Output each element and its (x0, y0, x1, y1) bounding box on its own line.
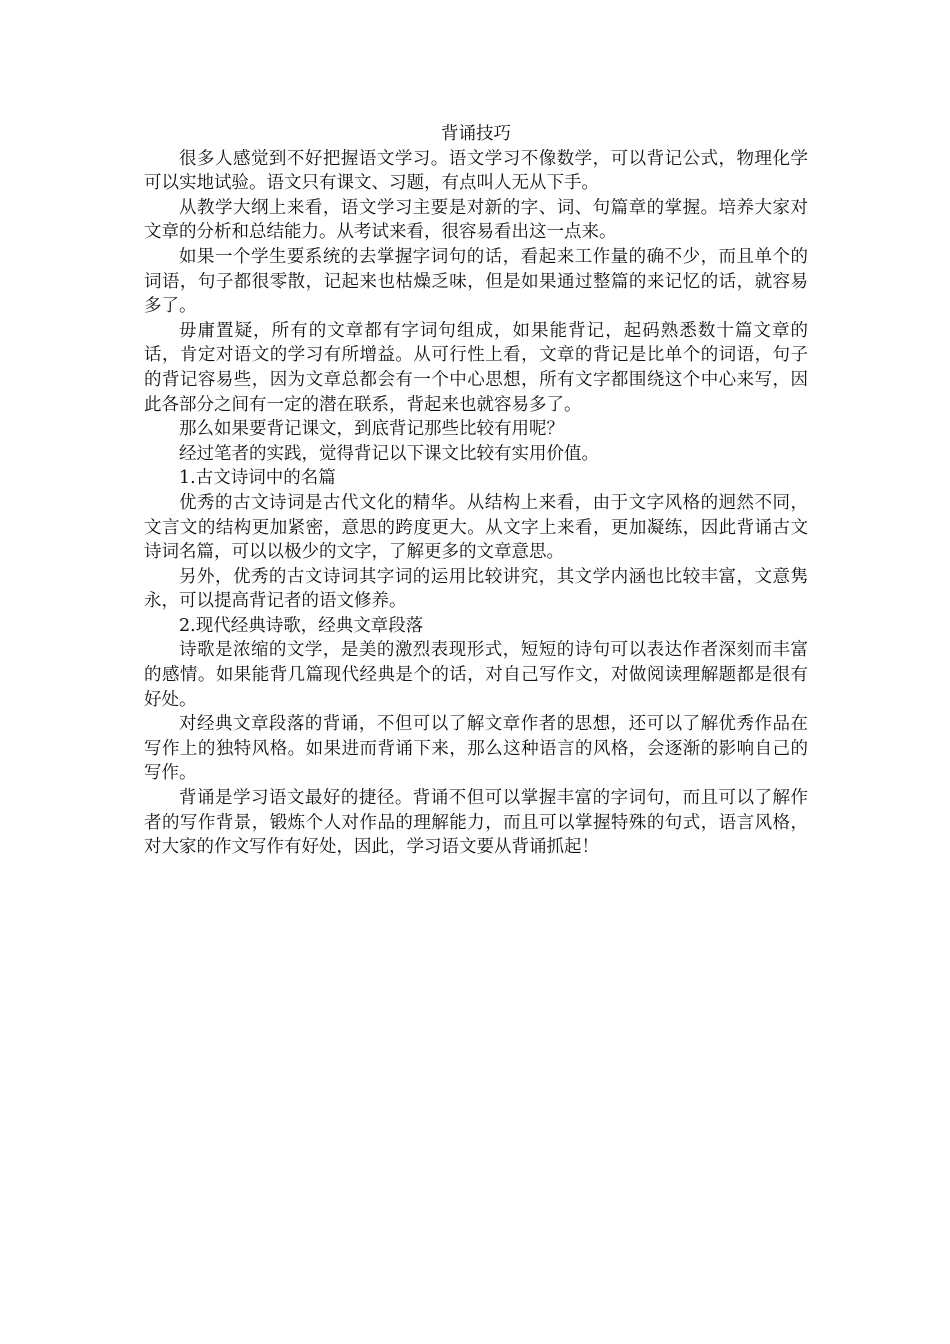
paragraph-1: 很多人感觉到不好把握语文学习。语文学习不像数学，可以背记公式，物理化学可以实地试验。语文只有课文、习题，有点叫人无从下手。 (144, 148, 808, 194)
paragraph-7: 优秀的古文诗词是古代文化的精华。从结构上来看，由于文字风格的迥然不同，文言文的结构更加紧密，意思的跨度更大。从文字上来看，更加凝练，因此背诵古文诗词名篇，可以以极少的文字，了解更多的文章意思。 (144, 492, 808, 563)
document-title: 背诵技巧 (441, 124, 511, 144)
paragraph-9: 诗歌是浓缩的文学，是美的激烈表现形式，短短的诗句可以表达作者深刻而丰富的感情。如果能背几篇现代经典是个的话，对自己写作文，对做阅读理解题都是很有好处。 (144, 640, 808, 710)
paragraph-3: 如果一个学生要系统的去掌握字词句的话，看起来工作量的确不少，而且单个的词语，句子都很零散，记起来也枯燥乏味，但是如果通过整篇的来记忆的话，就容易多了。 (144, 246, 808, 317)
paragraph-5: 那么如果要背记课文，到底背记那些比较有用呢？ (179, 419, 564, 440)
section-heading-2: 2.现代经典诗歌，经典文章段落 (179, 615, 424, 636)
paragraph-6: 经过笔者的实践，觉得背记以下课文比较有实用价值。 (179, 443, 599, 464)
paragraph-11: 背诵是学习语文最好的捷径。背诵不但可以掌握丰富的字词句，而且可以了解作者的写作背景，锻炼个人对作品的理解能力，而且可以掌握特殊的句式，语言风格，对大家的作文写作有好处，因此，学习语文要从背诵抓起！ (144, 788, 808, 858)
paragraph-2: 从教学大纲上来看，语文学习主要是对新的字、词、句篇章的掌握。培养大家对文章的分析和总结能力。从考试来看，很容易看出这一点来。 (144, 197, 808, 243)
section-heading-1: 1.古文诗词中的名篇 (179, 468, 336, 489)
paragraph-10: 对经典文章段落的背诵，不但可以了解文章作者的思想，还可以了解优秀作品在写作上的独特风格。如果进而背诵下来，那么这种语言的风格，会逐渐的影响自己的写作。 (144, 714, 808, 784)
document-page (144, 122, 808, 860)
paragraph-8: 另外，优秀的古文诗词其字词的运用比较讲究，其文学内涵也比较丰富，文意隽永，可以提高背记者的语文修养。 (144, 566, 808, 612)
paragraph-4: 毋庸置疑，所有的文章都有字词句组成，如果能背记，起码熟悉数十篇文章的话，肯定对语文的学习有所增益。从可行性上看，文章的背记是比单个的词语，句子的背记容易些，因为文章总都会有一个中心思想，所有文字都围绕这个中心来写，因此各部分之间有一定的潜在联系，背起来也就容易多了。 (144, 320, 808, 415)
